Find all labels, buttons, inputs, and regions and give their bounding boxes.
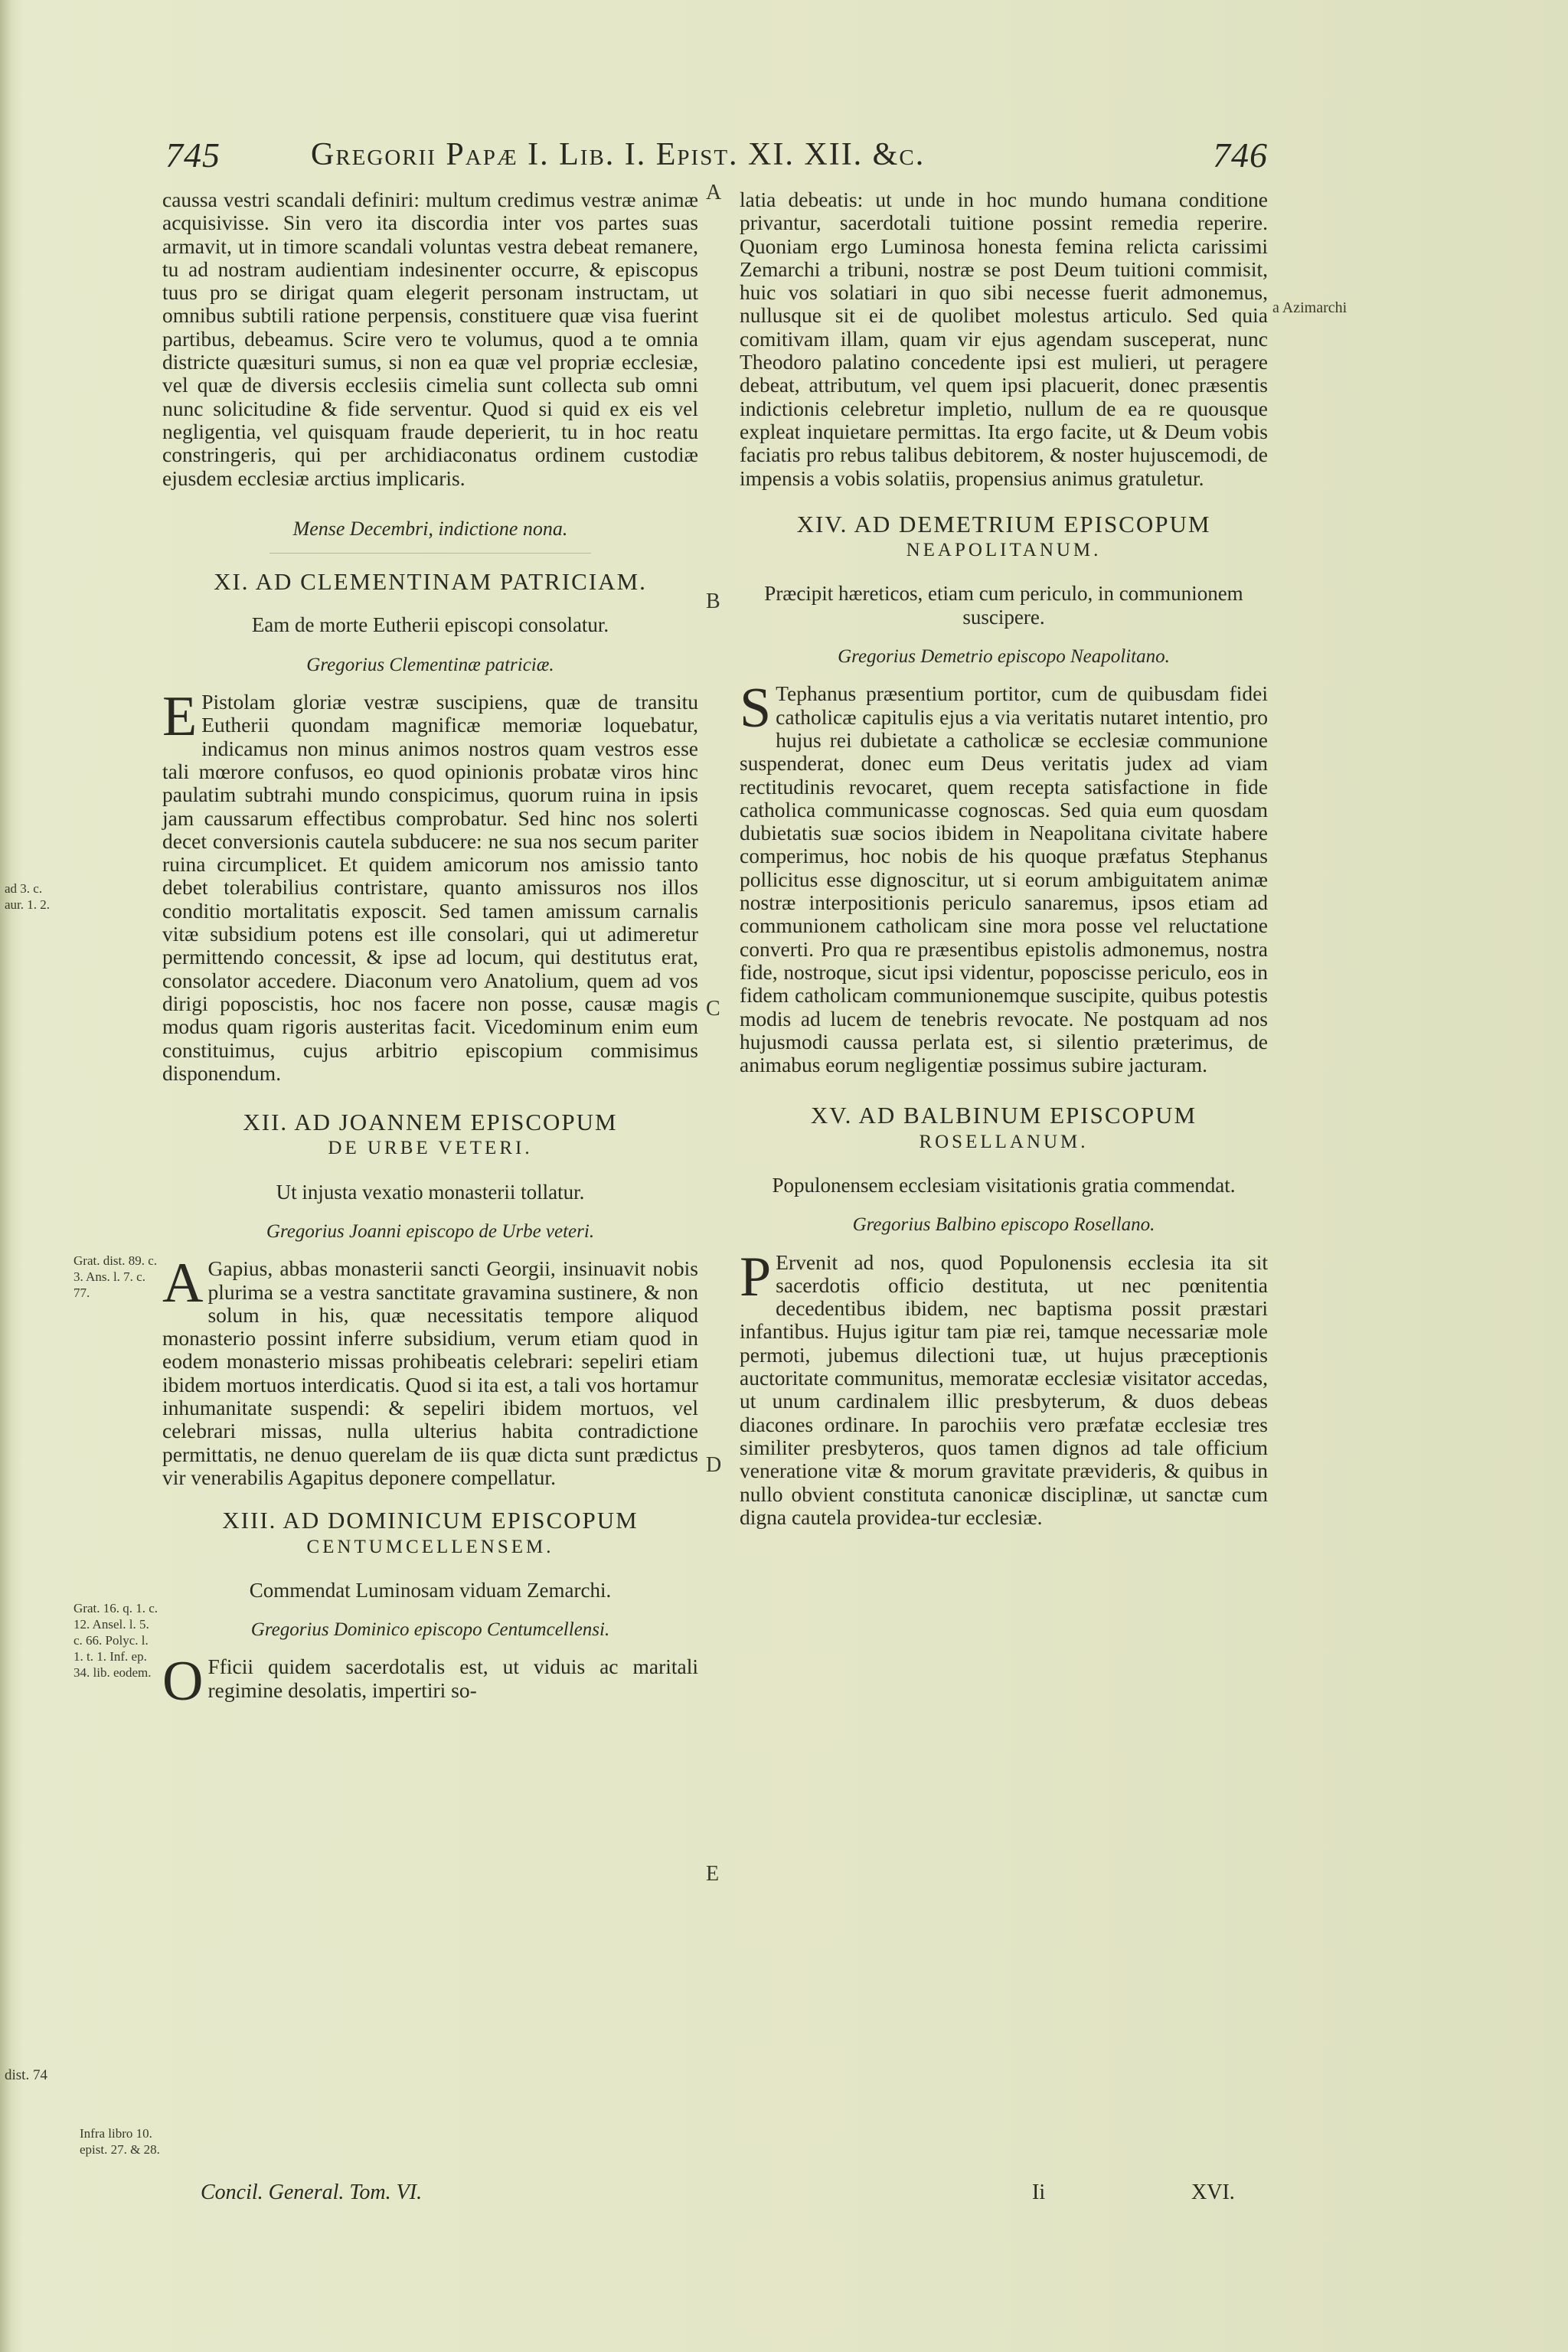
margin-note-grat-2: Grat. 16. q. 1. c. 12. Ansel. l. 5. c. 66. Polyc. l. 1. t. 1. Inf. ep. 34. lib. eodem. xyxy=(74,1601,158,1680)
letter-xiii-heading: XIII. AD DOMINICUM EPISCOPUM xyxy=(222,1507,639,1534)
page-number-left: 745 xyxy=(165,136,220,175)
section-letter-a: A xyxy=(706,181,722,204)
drop-cap: A xyxy=(162,1252,204,1315)
margin-note-infra: Infra libro 10. epist. 27. & 28. xyxy=(80,2126,160,2157)
letter-xv-summary: Populonensem ecclesiam visitationis gratia commendat. xyxy=(772,1173,1236,1197)
letter-xi-body xyxy=(162,685,698,1085)
drop-cap: O xyxy=(162,1650,204,1713)
letter-xi-heading: XI. AD CLEMENTINAM PATRICIAM. xyxy=(214,568,647,596)
drop-cap: S xyxy=(740,677,772,740)
page-number-right: 746 xyxy=(1213,136,1268,175)
continued-text: latia debeatis: ut unde in hoc mundo humana conditione privantur, sacerdotali tuitione possint remedia reperire. Quoniam ergo Luminosa honesta femina relicta carissimi Zemarchi a tribuni, nostræ se post Deum tuitioni commisit, huic vos solatiari in quo sibi necesse fuerit admonemus, nullusque sit ei de quolibet molestus articulo. Sed quia comitivam illam, quam vir ejus agendam susceperat, nunc Theodoro palatino concedente ipsi est mulieri, ut peragere debeat, attributum, vel quem ipsi placuerit, donec præsentis indictionis celebretur impletio, nullum de ea re quousque expleat inquietare permittas. Ita ergo facite, ut & Deum vobis faciatis pro rebus talibus debitorem, & noster hujuscemodi, de impensis a vobis solatiis, propensius animus gratuletur. xyxy=(740,188,1268,490)
letter-xi-summary: Eam de morte Eutherii episcopi consolatur. xyxy=(251,613,609,637)
section-letter-c: C xyxy=(706,997,720,1021)
letter-xi-salutation: Gregorius Clementinæ patriciæ. xyxy=(306,654,554,675)
drop-cap: E xyxy=(162,685,198,749)
letter-xv-body xyxy=(740,1245,1268,1530)
letter-xiii-salutation: Gregorius Dominico episcopo Centumcellensi. xyxy=(250,1619,610,1641)
letter-xii-text: Gapius, abbas monasterii sancti Georgii, insinuavit nobis plurima se a vestra sanctitate gravamina sustinere, & non solum in his, quæ necessitatis tempore aliquod monasterio possint inferre subsidium, verum etiam quod in eodem monasterio missas prohibeatis celebrari: sepeliri etiam ibidem mortuos interdicatis. Quod si ita est, a tali vos hortamur inhumanitate suspendi: & sepeliri ibidem mortuos, vel celebrari missas, nulla ulterius habita contradictione permittatis, ne denuo querelam de iis quæ dicta sunt prædictus vir venerabilis Agapitus deponere compellatur. xyxy=(162,1256,698,1489)
letter-xii-body xyxy=(162,1252,698,1489)
binding-gutter xyxy=(0,0,11,2352)
section-letter-d: D xyxy=(706,1453,722,1477)
continued-text: caussa vestri scandali definiri: multum credimus vestræ animæ acquisivisse. Sin vero ita discordia inter vos partes suas armavit, ut in timore scandali voluntas vestra debeat remanere, tu ad nostram audientiam indesinenter occurre, & episcopus tuus pro se dirigat quam elegerit personam instructam, ut omnibus subtili ratione perpensis, constituere quæ visa fuerint partibus, debeamus. Scire vero te volumus, quod a te omnia districte quæsituri sumus, si non ea quæ vel propriæ ecclesiæ, vel quæ de diversis ecclesiis cimelia sunt collecta sub omni nunc solicitudine & fide serventur. Quod si quid ex eis vel negligentia, vel quisquam fraude deperierit, tu in hoc reatu constringeris, qui per archidiaconatus ordinem custodiæ ejusdem ecclesiæ arctius implicaris. xyxy=(162,188,698,490)
margin-note-top: ad 3. c. aur. 1. 2. xyxy=(5,881,51,912)
drop-cap: P xyxy=(740,1245,772,1308)
margin-note-grat: Grat. dist. 89. c. 3. Ans. l. 7. c. 77. xyxy=(74,1253,158,1300)
margin-note-azimarchi: a Azimarchi xyxy=(1272,299,1348,316)
letter-xii-salutation: Gregorius Joanni episcopo de Urbe veteri. xyxy=(266,1220,595,1242)
letter-xiii-text: Fficii quidem sacerdotalis est, ut viduis ac maritali regimine desolatis, impertiri so- xyxy=(207,1655,698,1702)
right-column xyxy=(740,188,1268,1529)
left-column xyxy=(162,188,698,1713)
running-head xyxy=(165,132,1268,185)
letter-xiii-body xyxy=(162,1650,698,1713)
section-letter-b: B xyxy=(706,590,720,613)
letter-xi-text: Pistolam gloriæ vestræ suscipiens, quæ de transitu Eutherii quondam magnificæ memoriæ loquebatur, indicamus non minus animos nostros quam vestros esse tali mœrore confusos, eo quod opinionis probatæ viros hinc paulatim subtrahi mundo conspicimus, quorum ruina in ipsis jam caussarum effectibus comprobatur. Sed hinc nos solerti decet conversionis cautela subducere: ne sua nos secum pariter ruina circumplicet. Et quidem amicorum nos amissio tanto debet tolerabilius contristare, quanto amissuros nos illos conditio mortalitatis exposcit. Sed tamen amissum carnalis vitæ subsidium potens est ille consolari, qui ut adimeretur permittendo concessit, & ipse ad locum, qui destitutus erat, consolator accedere. Diaconum vero Anatolium, quem ad vos dirigi poposcistis, hoc nos facere non posse, causæ magis modus quam rigoris austeritas facit. Vicedominum enim eum constituimus, cujus arbitrio episcopium commisimus disponendum. xyxy=(162,690,698,1085)
letter-xiii-summary: Commendat Luminosam viduam Zemarchi. xyxy=(249,1578,612,1602)
footer-catchword: XVI. xyxy=(1191,2180,1235,2204)
footer-signature: Ii xyxy=(1032,2180,1046,2204)
letter-xv-subheading: ROSELLANUM. xyxy=(919,1131,1089,1152)
dateline: Mense Decembri, indictione nona. xyxy=(292,517,568,540)
letter-xii-summary: Ut injusta vexatio monasterii tollatur. xyxy=(276,1180,585,1204)
letter-xv-text: Ervenit ad nos, quod Populonensis ecclesia ita sit sacerdotis officio destituta, ut nec pœnitentia decedentibus ibidem, nec baptisma possit præstari infantibus. Hujus igitur tam piæ rei, tamque necessariæ mole permoti, jubemus dilectioni tuæ, ut hujus præceptionis auctoritate communitus, memoratæ ecclesiæ visitator accedas, ut unum cardinalem illic presbyterum, & duos debeas diacones ordinare. In parochiis vero præfatæ ecclesiæ tres similiter presbyteros, quos tamen dignos ad tale officium venerationе vitæ & morum gravitate prævideris, & quibus in nullo obvient constituta canonicæ disciplinæ, ut sanctæ cum digna cautela providea-tur ecclesiæ. xyxy=(740,1250,1268,1529)
letter-xv-salutation: Gregorius Balbino episcopo Rosellano. xyxy=(852,1214,1155,1236)
letter-xiv-text: Tephanus præsentium portitor, cum de quibusdam fidei catholicæ capitulis ejus a via veritatis nutaret intentio, pro hujus rei dubietate a catholicæ se ecclesiæ communione suspenderat, donec eum Deus veritatis judex ad viam rectitudinis revocaret, quem recepta satisfactione in fide catholica communicasse cognoscas. Sed quia eum quosdam dubietatis suæ socios ibidem in Neapolitana civitate habere comperimus, hoc nobis de his quoque præfatus Stephanus pollicitus esse dignoscitur, ut si eorum ambiguitatem animæ nostræ interpositionis periculo sanaremus, ipsos etiam ad communionem catholicam sine mora posse vel reluctatione converti. Pro qua re præsentibus epistolis admonemus, nostra fide, nostroque, sicut ipsi videntur, poposcisse periculo, eos in fidem catholicam communionemque suscipite, quibus potestis modis ad lucem de tenebris revocate. Ne postquam ad nos hujusmodi caussa perlata est, si silentio præterimus, de animabus eorum negligentiæ possimus subire jacturam. xyxy=(740,681,1268,1077)
margin-note-dist: dist. 74 xyxy=(5,2067,47,2083)
letter-xv-heading: XV. AD BALBINUM EPISCOPUM xyxy=(810,1102,1197,1129)
section-letter-e: E xyxy=(706,1862,720,1886)
running-title: Gregorii Papæ I. Lib. I. Epist. XI. XII. &c. xyxy=(311,137,926,172)
letter-xiv-body xyxy=(740,677,1268,1077)
footer-title: Concil. General. Tom. VI. xyxy=(201,2180,423,2204)
letter-xii-subheading: DE URBE VETERI. xyxy=(328,1138,533,1159)
letter-xii-heading: XII. AD JOANNEM EPISCOPUM xyxy=(243,1109,618,1136)
letter-xiv-salutation: Gregorius Demetrio episcopo Neapolitano. xyxy=(838,646,1170,668)
divider xyxy=(270,553,591,554)
letter-xiv-summary: Præcipit hæreticos, etiam cum periculo, in communionem suscipere. xyxy=(764,582,1243,629)
letter-xiv-subheading: NEAPOLITANUM. xyxy=(906,540,1102,561)
letter-xiii-subheading: CENTUMCELLENSEM. xyxy=(306,1536,554,1557)
letter-xiv-heading: XIV. AD DEMETRIUM EPISCOPUM xyxy=(796,510,1211,537)
